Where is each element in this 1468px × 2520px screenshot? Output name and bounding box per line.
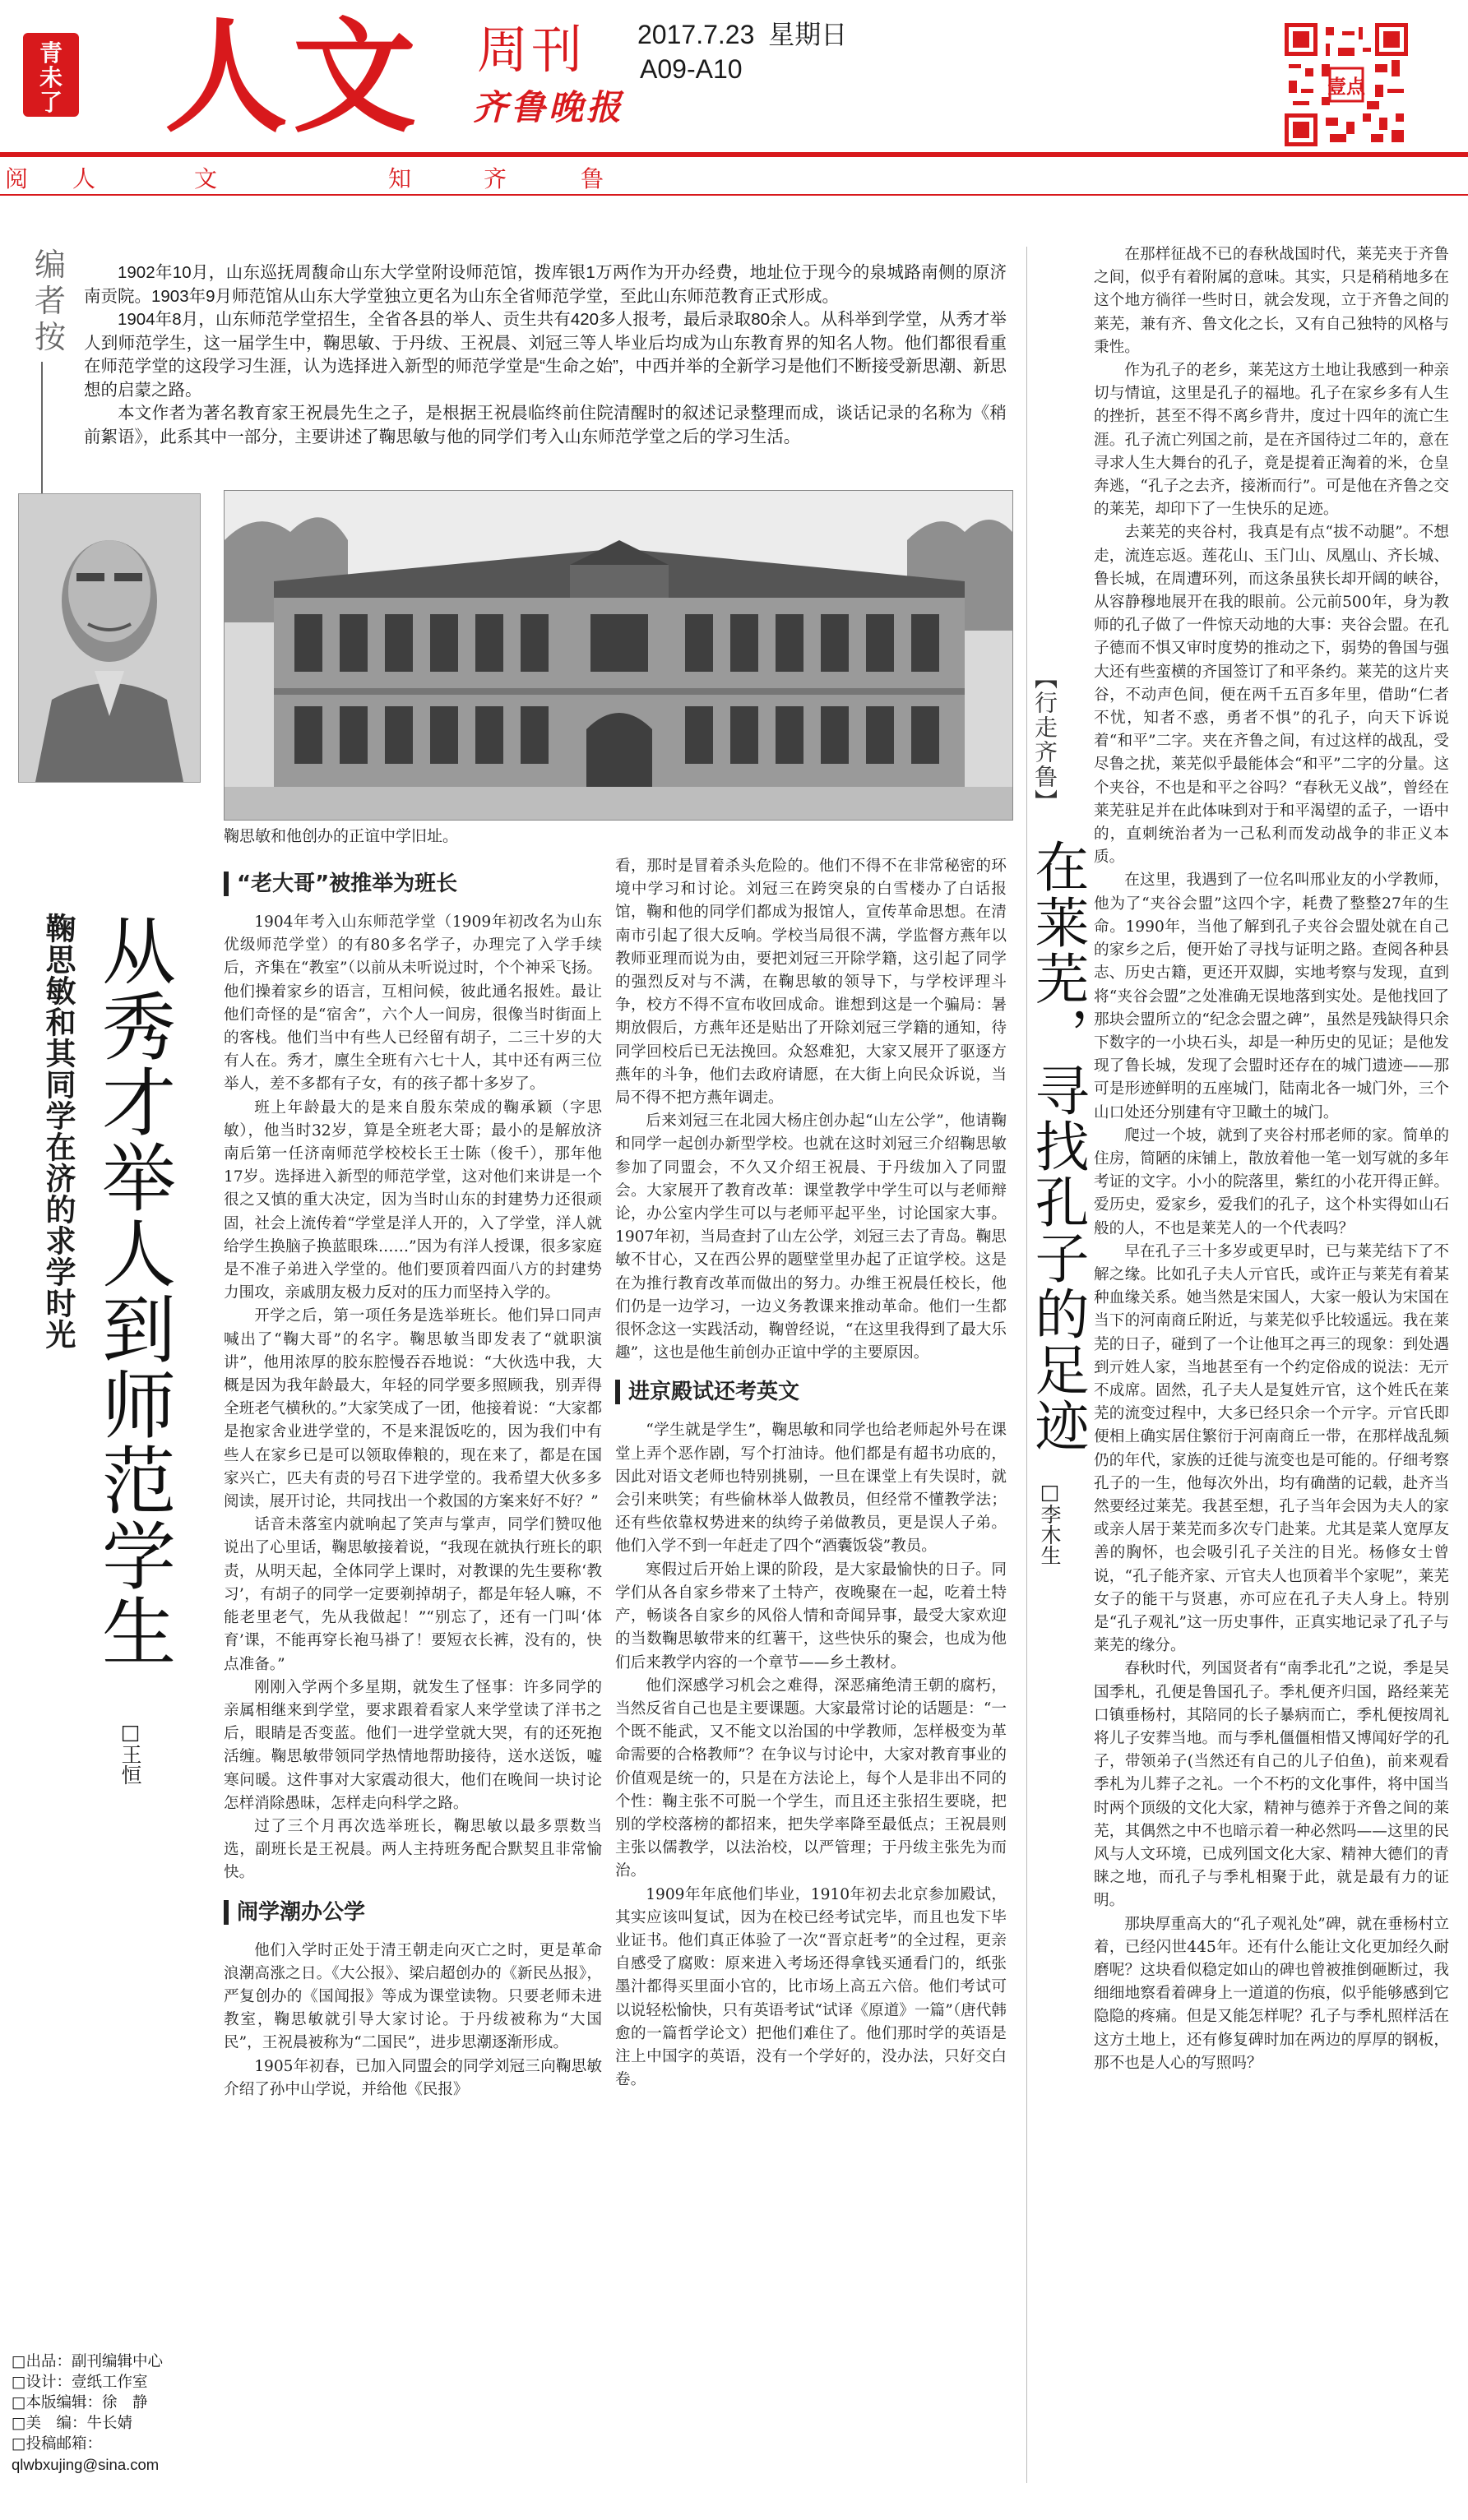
article-paragraph: 在这里，我遇到了一位名叫邢业友的小学教师，他为了“夹谷会盟”这四个字，耗费了整整27年的生命。1990年，当他了解到孔子夹谷会盟处就在自己的家乡之后，便开始了寻找与证明之路。查阅各种县志、历史古籍，更还开双脚，实地考察与发现，直到将“夹谷会盟”之处准确无误地落到实处。是他找回了那块会盟所立的“纪念会盟之碑”，虽然是残缺得只余下数字的一小块石头，却是一种历史的见证；是他发现了鲁长城，发现了会盟时还存在的城门遗迹——那可是形迹鲜明的五座城门，陆南北各一城门外，三个山口处还分别建有守卫瞰土的城门。 [1094,872,1449,1121]
section-heading: 进京殿试还考英文 [615,1380,1007,1404]
newspaper-name: 齐鲁晚报 [473,87,625,127]
article-paragraph: 他们深感学习机会之难得，深恶痛绝清王朝的腐朽，当然反省自己也是主要课题。大家最常讨论的话题是：“一个既不能武，又不能文以治国的中学教师，怎样极变为革命需要的合格教师”？在争议与讨论中，大家对教育事业的价值观是统一的，只是在方法论上，每个人是非出不同的个性：鞠主张不可脱一个学生，而且还主张招生要晓，把别的学校落榜的都招来，把失学率降至最低点；王祝晨则主张以儒教学，以法治校，以严管理；于丹绂主张先为而治。 [615,1676,1007,1880]
svg-text:未: 未 [39,64,63,91]
editor-note-paragraph: 本文作者为著名教育家王祝晨先生之子，是根据王祝晨临终前住院清醒时的叙述记录整理而成，谈话记录的名称为《稍前絮语》，此系其中一部分，主要讲述了鞠思敏与他的同学们考入山东师范学堂之后的学习生活。 [84,404,1007,446]
article-paragraph: 话音未落室内就响起了笑声与掌声，同学们赞叹他说出了心里话，鞠思敏接着说，“我现在就执行班长的职责，从明天起，全体同学上课时，对教课的先生要称‘教习’，有胡子的同学一定要剃掉胡子，都是年轻人嘛，不能老里老气，先从我做起！”“别忘了，还有一门叫‘体育’课，不能再穿长袍马褂了！要短衣长裤，没有的，快点准备。” [224,1516,602,1673]
article-paragraph: 刚刚入学两个多星期，就发生了怪事：许多同学的亲属相继来到学堂，要求跟着看家人来学堂读了洋书之后，眼睛是否变蓝。他们一进学堂就大哭，有的还死抱活缠。鞠思敏带领同学热情地帮助接待，送水送饭，嘘寒问暖。这件事对大家震动很大，他们在晚间一块讨论怎样消除愚昧，怎样走向科学之路。 [224,1678,602,1812]
page-range: A09-A10 [640,54,743,84]
article-paragraph: 看，那时是冒着杀头危险的。他们不得不在非常秘密的环境中学习和讨论。刘冠三在跨突泉的白雪楼办了白话报馆，鞠和他的同学们都成为报馆人，宣传革命思想。在清南市引起了很大反响。学校当局很不满，学监督方燕年以教师亚理而说为由，要把刘冠三开除学籍，这引起了同学的强烈反对与不满，在鞠思敏的领导下，与学校评理斗争，校方不得不宣布收回成命。谁想到这是一个骗局：暑期放假后，方燕年还是贴出了开除刘冠三学籍的通知，待同学回校后已无法挽回。众怒难犯，大家又展开了驱逐方燕年的斗争，他们去政府请愿，在大街上向民众诉说，当局不得不把方燕年调走。 [615,858,1007,1107]
column-tag: 【行走齐鲁】 [1031,666,1058,814]
svg-text:了: 了 [39,89,63,116]
article-paragraph: 1904年考入山东师范学堂（1909年初改名为山东优级师范学堂）的有80多名学子，办理完了入学手续后，齐集在“教室”（以前从未听说过时，个个神采飞扬。他们操着家乡的语言，互相问候，彼此通名报姓。最让他们奇怪的是“宿舍”，六个人一间房，很像当时街面上的客栈。他们当中有些人已经留有胡子，二三十岁的大有人在。秀才，廪生全班有六七十人，其中还有两三位举人，差不多都有子女，有的孩子都十多岁了。 [224,913,602,1094]
masthead-rule [0,152,1468,157]
slogan-char: 鲁 [581,165,604,192]
credits-box [12,2351,217,2475]
credit-line: □设计：壹纸工作室 [12,2374,148,2391]
logo-seal-icon [20,30,82,120]
subheadline: 鞠思敏和其同学在济的求学时光 [40,913,76,1350]
portrait-photo [18,493,201,783]
article-paragraph: 1905年初春，已加入同盟会的同学刘冠三向鞠思敏介绍了孙中山学说，并给他《民报》 [224,2057,602,2098]
article-paragraph: 过了三个月再次选举班长，鞠思敏以最多票数当选，副班长是王祝晨。两人主持班务配合默契且非常愉快。 [224,1817,602,1882]
slogan [0,158,658,191]
slogan-char: 知 [388,165,412,192]
editor-note-paragraph: 1902年10月，山东巡抚周馥命山东大学堂附设师范馆，拨库银1万两作为开办经费，地址位于现今的泉城路南侧的原济南贡院。1903年9月师范馆从山东大学堂独立更名为山东全省师范学堂，至此山东师范教育正式形成。 [84,263,1007,306]
article-paragraph: 去莱芜的夹谷村，我真是有点“拔不动腿”。不想走，流连忘返。莲花山、玉门山、凤凰山、齐长城、鲁长城，在周遭环列，而这条虽狭长却开阔的峡谷，从容静穆地展开在我的眼前。公元前500年，身为教师的孔子做了一件惊天动地的大事：夹谷会盟。在孔子德而不惧又审时度势的推动之下，弱势的鲁国与强大还有些蛮横的齐国签订了和平条约。莱芜的这片夹谷，不动声色间，便在两千五百多年里，借助“仁者不忧，知者不惑，勇者不惧”的孔子，向天下诉说着“和平”二字。夹在齐鲁之间，有过这样的战乱，受尽鲁之扰，莱芜似乎最能体会“和平”二字的分量。这个夹谷，不也是和平之谷吗？“春秋无义战”，曾经在莱芜驻足并在此体味到对于和平渴望的孟子，一语中的，直刺统治者为一己私利而发动战争的非正义本质。 [1094,524,1449,867]
article-paragraph: 那块厚重高大的“孔子观礼处”碑，就在垂杨村立着，已经闪世445年。还有什么能让文化更加经久耐磨呢？这块看似稳定如山的碑也曾被推倒砸断过，我细细地察看着碑身上一道道的伤痕，似乎能够感到它隐隐的疼痛。但是又能怎样呢？孔子与季札照样活在这方土地上，还有修复碑时加在两边的厚厚的钢板，那不也是人心的写照吗？ [1094,1915,1449,2072]
credit-line: □美 编：牛长婧 [12,2415,132,2432]
article-paragraph: 爬过一个坡，就到了夹谷村邢老师的家。简单的住房，简陋的床铺上，散放着他一笔一划写就的多年考证的文字。小小的院落里，紫红的小花开得正鲜。爱历史，爱家乡，爱我们的孔子，这个朴实得如山石般的人，不也是莱芜人的一个代表吗？ [1094,1126,1449,1237]
slogan-char: 文 [194,165,218,192]
right-headline: 在莱芜，寻找孔子的足迹 [1026,839,1089,1454]
article-paragraph: 早在孔子三十多岁或更早时，已与莱芜结下了不解之缘。比如孔子夫人亓官氏，或许正与莱芜有着某种血缘关系。她当然是宋国人，大家一般认为宋国在当下的河南商丘附近，与莱芜似乎比较遥远。我在莱芜的日子，碰到了一个让他耳之再三的现象：到处遇到亓姓人家，当地甚至有一个约定俗成的说法：无亓不成席。固然，孔子夫人是复姓亓官，这个姓氏在莱芜的流变过程中，大多已经只余一个亓字。亓官氏即便相上确实居住繁衍于河南商丘一带，在那样战乱频仍的年代，家族的迁徙与流变也是可能的。仔细考察孔子的一生，他每次外出，均有确凿的记载，赴齐当然要经过莱芜。我甚至想，孔子当年会因为夫人的家或亲人居于莱芜而多次专门赴莱。尤其是菜人宽厚友善的胸怀，也会吸引孔子关注的目光。杨修女士曾说，“孔子能齐家、亓官夫人也顶着半个家呢”，莱芜女子的能干与贤惠，亦可应在孔子夫人身上。特别是“孔子观礼”这一历史事件，正真实地记录了孔子与莱芜的缘分。 [1094,1242,1449,1655]
qingweiliao-logo [20,30,82,120]
slogan-char: 齐 [484,165,507,192]
editor-note-tag [35,247,71,355]
article-column-1 [224,855,602,2102]
credit-line: □出品：副刊编辑中心 [12,2353,163,2370]
slogan-char: 阅 [5,165,29,192]
byline: □王恒 [118,1720,142,1785]
article-paragraph: 1909年年底他们毕业，1910年初去北京参加殿试，其实应该叫复试，因为在校已经考试完毕，而且也发下毕业证书。他们真正体验了一次“晋京赶考”的全过程，更亲自感受了腐败：原来进入考场还得拿钱买通看门的，纸张墨汁都得买里面小官的，比市场上高五六倍。他们考试可以说轻松愉快，只有英语考试“试译《原道》一篇”（唐代韩愈的一篇哲学论文）把他们难住了。他们那时学的英语是注上中国字的英语，没有一个学好的，没办法，只好交白卷。 [615,1885,1007,2089]
qr-code[interactable] [1285,23,1408,146]
svg-text:青: 青 [39,39,63,67]
section-heading: 闹学潮办公学 [224,1900,602,1925]
section-title: 人文 [164,7,422,150]
article-paragraph: 寒假过后开始上课的阶段，是大家最愉快的日子。同学们从各自家乡带来了土特产，夜晚聚在一起，吃着土特产，畅谈各自家乡的风俗人情和奇闻异事，最受大家欢迎的当数鞠思敏带来的红薯干，这些快乐的聚会，也成为他们后来教学内容的一个章节——乡土教材。 [615,1561,1007,1672]
section-heading: “老大哥”被推举为班长 [224,872,602,896]
article-paragraph: 他们入学时正处于清王朝走向灭亡之时，更是革命浪潮高涨之日。《大公报》、梁启超创办的《新民丛报》，严复创办的《国闻报》等成为课堂读物。只要老师未进教室，鞠思敏就引导大家讨论。于丹绂被称为“大国民”，王祝晨被称为“二国民”，进步思潮逐渐形成。 [224,1941,602,2052]
building-photo [224,490,1013,821]
editor-note-paragraph: 1904年8月，山东师范学堂招生，全省各县的举人、贡生共有420多人报考，最后录取80余人。从科举到学堂，从秀才举人到师范学生，这一届学生中，鞠思敏、于丹绂、王祝晨、刘冠三等人毕业后均成为山东教育界的知名人物。他们都很看重在师范学堂的这段学习生涯，认为选择进入新型的师范学堂是“生命之始”，中西并举的全新学习是他们不断接受新思潮、新思想的启蒙之路。 [84,310,1007,400]
right-byline: □李木生 [1038,1480,1062,1565]
date-text: 2017.7.23 [637,20,755,49]
article-column-2 [615,855,1007,2092]
masthead-thin-rule [0,194,1468,196]
qr-code-icon [1285,23,1408,146]
credit-line: □本版编辑：徐 静 [12,2394,148,2411]
portrait-image [19,494,200,782]
right-article-column [1094,243,1449,2075]
article-paragraph: 作为孔子的老乡，莱芜这方土地让我感到一种亲切与情谊，这里是孔子的福地。孔子在家乡多有人生的挫折，甚至不得不离乡背井，度过十四年的流亡生涯。孔子流亡列国之前，是在齐国待过二年的，意在寻求人生大舞台的孔子，竟是提着正淘着的米，仓皇奔逃，“孔子之去齐，接淅而行”。可是他在齐鲁之交的莱芜，却印下了一生快乐的足迹。 [1094,362,1449,519]
school-building-image [225,491,1012,820]
weekly-label: 周刊 [477,20,586,80]
article-paragraph: 开学之后，第一项任务是选举班长。他们异口同声喊出了“鞠大哥”的名字。鞠思敏当即发表了“就职演讲”，他用浓厚的胶东腔慢吞吞地说：“大伙选中我，大概是因为我年龄最大，年轻的同学要多照顾我，别弄得全班老气横秋的。”大家笑成了一团，他接着说：“大家都是抱家舍业进学堂的，不是来混饭吃的，因为我们中有些人在家乡已是可以领取俸粮的，现在来了，都是在国家兴亡，匹夫有责的号召下进学堂的。我希望大伙多多阅读，展开讨论，共同找出一个救国的方案来好不好？” [224,1307,602,1511]
editor-note [84,261,1007,449]
photo-caption: 鞠思敏和他创办的正谊中学旧址。 [224,827,459,845]
article-paragraph: “学生就是学生”，鞠思敏和同学也给老师起外号在课堂上弄个恶作剧，写个打油诗。他们都是有超书功底的，因此对语文老师也特别挑剔，一旦在课堂上有失误时，就会引来哄笑；有些偷林举人做教员，但经常不懂教学法；还有些依靠权势进来的纨绔子弟做教员，更是误人子弟。他们入学不到一年赶走了四个“酒囊饭袋”教员。 [615,1422,1007,1556]
headline: 从秀才举人到师范学生 [89,913,175,1669]
article-paragraph: 班上年龄最大的是来自殷东荣成的鞠承颖（字思敏），他当时32岁，算是全班老大哥；最小的是解放济南后第一任济南师范学校校长王士陈（俊千），那年他17岁。选择进入新型的师范学堂，这对他们来讲是一个很之又慎的重大决定，因为当时山东的封建势力还很顽固，社会上流传着“学堂是洋人开的，入了学堂，洋人就给学生换脑子换蓝眼珠……”因为有洋人授课，很多家庭是不准子弟进入学堂的。他们要顶着四面八方的封建势力围攻，亲戚朋友极力反对的压力而坚持入学的。 [224,1098,602,1302]
credit-line: □投稿邮箱： [12,2435,102,2453]
article-paragraph: 后来刘冠三在北园大杨庄创办起“山左公学”，他请鞠和同学一起创办新型学校。也就在这时刘冠三介绍鞠思敏参加了同盟会，不久又介绍王祝晨、于丹绂加入了同盟会。大家展开了教育改革：课堂教学中学生可以与老师辩论，办公室内学生可以与老师平起平坐，讨论国家大事。1907年初，当局查封了山左公学，刘冠三去了青岛。鞠思敏不甘心，又在西公界的题壁堂里办起了正谊学校。这是在为推行教育改革而做出的努力。办维王祝晨任校长，他们仍是一边学习，一边义务教课来推动革命。他们一生都很怀念这一实践活动，鞠曾经说，“在这里我得到了最大乐趣”，这也是他生前创办正谊中学的主要原因。 [615,1112,1007,1362]
article-paragraph: 春秋时代，列国贤者有“南季北孔”之说，季是吴国季札，孔便是鲁国孔子。季札便齐归国，路经莱芜口镇垂杨村，其陪同的长子暴病而亡，季札便按周礼将儿子安葬当地。而与季札僵僵相惜又博闻好学的孔子，带领弟子(当然还有自己的儿子伯鱼)，前来观看季札为儿葬子之礼。一个不朽的文化事件，将中国当时两个顶级的文化大家，精神与德养于齐鲁之间的莱芜，其偶然之中不也暗示着一种必然吗——这里的民风与人文环境，已成列国文化大家、精神大德们的青睐之地，而孔子与季札相聚于此，就是最有力的证明。 [1094,1660,1449,1910]
editor-note-tag-text: 编者按 [35,247,67,355]
slogan-char: 人 [72,165,96,192]
qr-label: 壹点 [1327,76,1365,98]
article-paragraph: 在那样征战不已的春秋战国时代，莱芜夹于齐鲁之间，似乎有着附属的意味。其实，只是稍稍地多在这个地方徜徉一些时日，就会发现，立于齐鲁之间的莱芜，兼有齐、鲁文化之长，又有自己独特的风格与秉性。 [1094,246,1449,356]
contact-email[interactable]: qlwbxujing@sina.com [12,2456,160,2473]
weekday-text: 星期日 [768,20,848,49]
issue-date [637,21,847,48]
